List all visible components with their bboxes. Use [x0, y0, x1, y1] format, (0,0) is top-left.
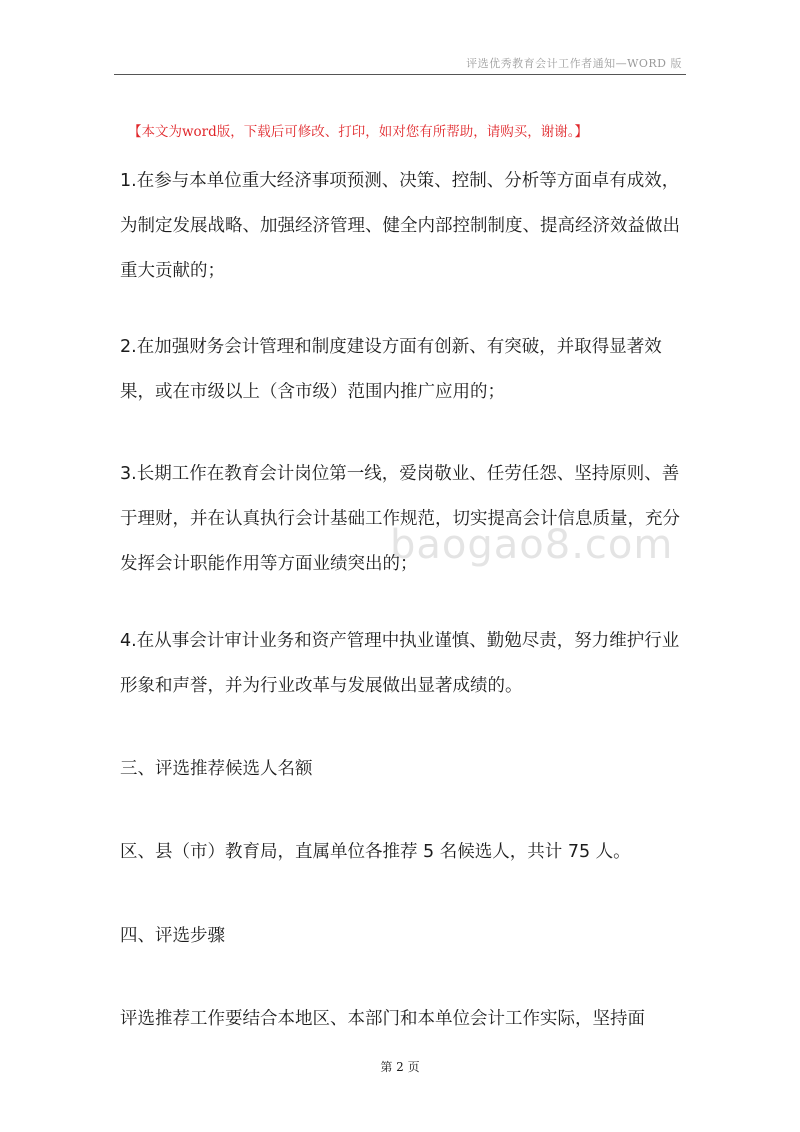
steps-paragraph: 评选推荐工作要结合本地区、本部门和本单位会计工作实际，坚持面	[120, 1009, 645, 1029]
criteria-paragraph-3: 3.长期工作在教育会计岗位第一线，爱岗敬业、任劳任怨、坚持原则、善于理财，并在认真执行会计基础工作规范，切实提高会计信息质量，充分发挥会计职能作用等方面业绩突出的；	[120, 464, 680, 574]
page-number: 第 2 页	[380, 1060, 420, 1074]
criteria-paragraph-1: 1.在参与本单位重大经济事项预测、决策、控制、分析等方面卓有成效，为制定发展战略、加强经济管理、健全内部控制制度、提高经济效益做出重大贡献的；	[120, 171, 680, 281]
criteria-paragraph-2: 2.在加强财务会计管理和制度建设方面有创新、有突破，并取得显著效果，或在市级以上（含市级）范围内推广应用的；	[120, 337, 662, 402]
criteria-paragraph-4: 4.在从事会计审计业务和资产管理中执业谨慎、勤勉尽责，努力维护行业形象和声誉，并为行业改革与发展做出显著成绩的。	[120, 631, 680, 696]
watermark: baogao8.com	[390, 522, 674, 568]
quota-paragraph: 区、县（市）教育局，直属单位各推荐 5 名候选人，共计 75 人。	[120, 842, 631, 862]
section-heading-quota: 三、评选推荐候选人名额	[120, 759, 313, 779]
section-heading-steps: 四、评选步骤	[120, 926, 225, 946]
download-notice: 【本文为word版，下载后可修改、打印，如对您有所帮助，请购买，谢谢。】	[128, 124, 589, 140]
document-header-title: 评选优秀教育会计工作者通知—WORD 版	[466, 57, 682, 70]
header-divider	[114, 74, 686, 75]
